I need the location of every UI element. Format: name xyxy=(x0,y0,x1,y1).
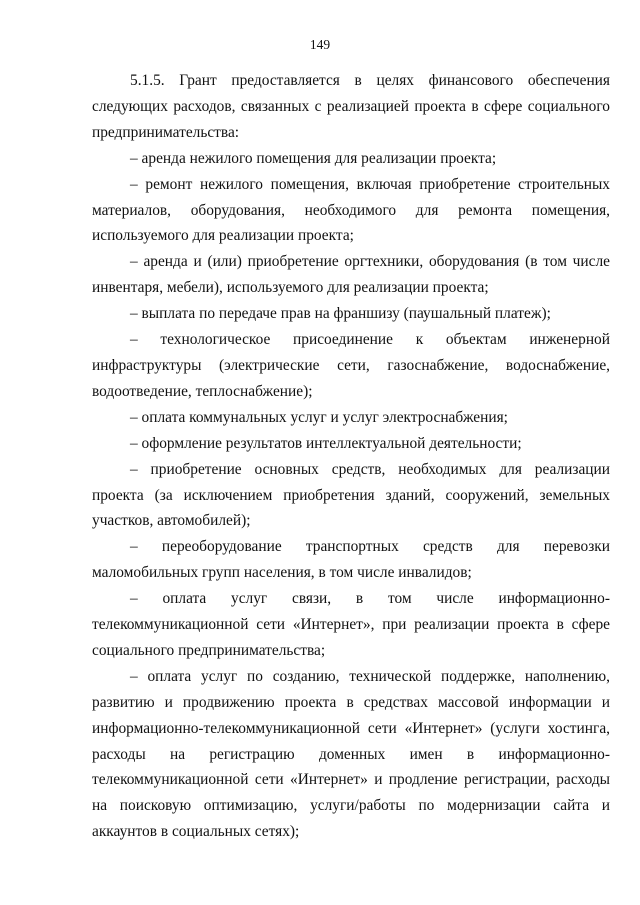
grant-purpose-paragraph: 5.1.5. Грант предоставляется в целях финансового обеспечения следующих расходов, связанных с реализацией проекта в сфере социального предпринимательства: xyxy=(92,72,610,141)
list-item-media-promotion: – оплата услуг по созданию, технической поддержке, наполнению, развитию и продвижению проекта в средствах массовой информации и информационно-телекоммуникационной сети «Интернет» (услуги хостинга, расходы на регистрацию доменных имен в информационно-телекоммуникационной сети «Интернет» и продление регистрации, расходы на поисковую оптимизацию, услуги/работы по модернизации сайта и аккаунтов в социальных сетях); xyxy=(92,667,610,841)
list-item-infrastructure: – технологическое присоединение к объектам инженерной инфраструктуры (электрические сети, газоснабжение, водоснабжение, водоотведение, теплоснабжение); xyxy=(92,331,610,400)
list-item-vehicle-conversion: – переоборудование транспортных средств для перевозки маломобильных групп населения, в том числе инвалидов; xyxy=(92,538,610,582)
list-item-fixed-assets: – приобретение основных средств, необходимых для реализации проекта (за исключением приобретения зданий, сооружений, земельных участков, автомобилей); xyxy=(92,460,610,530)
list-item-utilities: – оплата коммунальных услуг и услуг электроснабжения; xyxy=(130,408,508,426)
document-body xyxy=(92,68,610,845)
list-item-premises-repair: – ремонт нежилого помещения, включая приобретение строительных материалов, оборудования, необходимого для ремонта помещения, используемого для реализации проекта; xyxy=(92,175,610,245)
list-item-communication: – оплата услуг связи, в том числе информационно-телекоммуникационной сети «Интернет», при реализации проекта в сфере социального предпринимательства; xyxy=(92,590,610,659)
page-number: 149 xyxy=(309,37,331,52)
list-item-premises-rent: – аренда нежилого помещения для реализации проекта; xyxy=(130,149,497,167)
list-item-equipment: – аренда и (или) приобретение оргтехники, оборудования (в том числе инвентаря, мебели), используемого для реализации проекта; xyxy=(92,253,610,297)
list-item-intellectual-property: – оформление результатов интеллектуальной деятельности; xyxy=(130,434,522,452)
list-item-franchise: – выплата по передаче прав на франшизу (паушальный платеж); xyxy=(130,305,551,323)
